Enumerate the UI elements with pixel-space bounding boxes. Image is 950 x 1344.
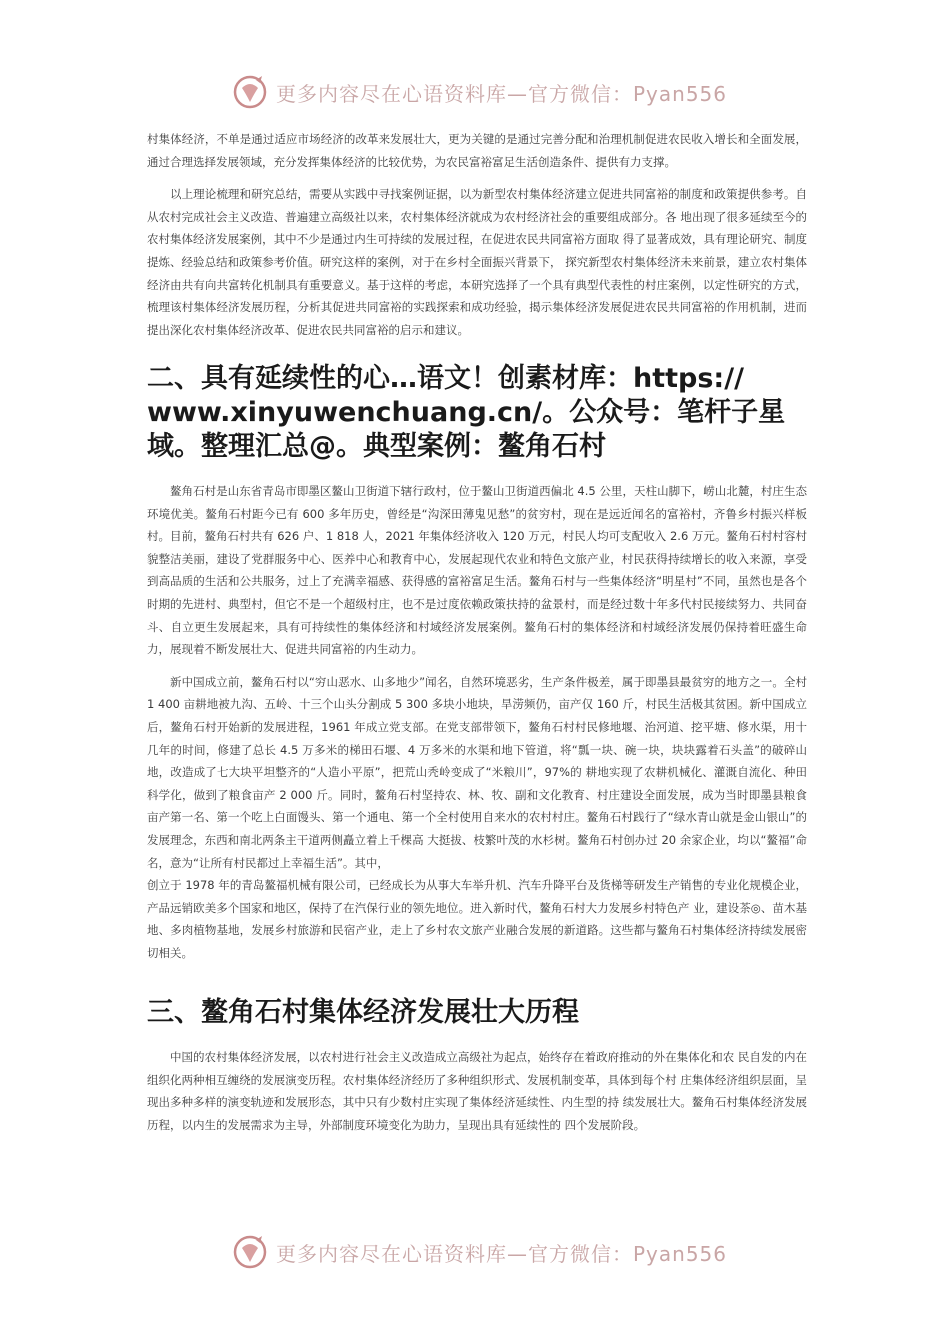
banner-text: 更多内容尽在心语资料库—官方微信：Pyan556	[276, 1241, 728, 1266]
section-2-paragraph-2: 新中国成立前，鳌角石村以“穷山恶水、山多地少”闻名，自然环境恶劣，生产条件极差，属于即墨县最贫穷的地方之一。全村 1 400 亩耕地被九沟、五岭、十三个山头分割成 5 300 多块小地块，旱涝频仍，亩产仅 160 斤，村民生活极其贫困。新中国成立后，鳌角石村开始新的发展进程，1961 年成立党支部。在党支部带领下，鳌角石村村民修地堰、治河道、挖平塘、修水渠，用十几年的时间，修建了总长 4.5 万多米的梯田石堰、4 万多米的水渠和地下管道，将“瓢一块、碗一块，块块露着石头盖”的破碎山地，改造成了七大块平坦整齐的“人造小平原”，把荒山秃岭变成了“米粮川”，97%的 耕地实现了农耕机械化、灌溉自流化、种田科学化，做到了粮食亩产 2 000 斤。同时，鳌角石村坚持农、林、牧、副和文化教育、村庄建设全面发展，成为当时即墨县粮食亩产第一名、第一个吃上白面馒头、第一个通电、第一个全村使用自来水的农村村庄。鳌角石村践行了“绿水青山就是金山银山”的发展理念，东西和南北两条主干道两侧矗立着上千棵高 大挺拔、枝繁叶茂的水杉树。鳌角石村创办过 20 余家企业，均以“鳌福”命名，意为“让所有村民都过上幸福生活”。其中，	[147, 674, 807, 870]
banner-text: 更多内容尽在心语资料库—官方微信：Pyan556	[276, 81, 728, 106]
intro-section	[147, 128, 807, 341]
footer-watermark-banner	[232, 1232, 732, 1272]
section-3	[147, 996, 807, 1136]
intro-paragraph-1: 村集体经济，不单是通过适应市场经济的改革来发展壮大，更为关键的是通过完善分配和治理机制促进农民收入增长和全面发展，通过合理选择发展领域，充分发挥集体经济的比较优势，为农民富裕富足生活创造条件、提供有力支撑。	[147, 132, 807, 169]
section-2-paragraph-3: 创立于 1978 年的青岛鳌福机械有限公司，已经成长为从事大车举升机、汽车升降平台及货梯等研发生产销售的专业化规模企业，产品远销欧美多个国家和地区，保持了在汽保行业的领先地位。进入新时代，鳌角石村大力发展乡村特色产 业，建设茶◎、苗木基地、多肉植物基地，发展乡村旅游和民宿产业，走上了乡村农文旅产业融合发展的新道路。这些都与鳌角石村集体经济持续发展密切相关。	[147, 878, 807, 960]
section-2	[147, 362, 807, 964]
section-2-heading: 二、具有延续性的心…语文！创素材库：https:// www.xinyuwenchuang.cn/。公众号：笔杆子星域。整理汇总@。典型案例：鳌角石村	[147, 363, 786, 462]
section-3-heading: 三、鳌角石村集体经济发展壮大历程	[147, 997, 579, 1028]
logo-icon	[232, 1234, 268, 1270]
section-2-paragraph-1: 鳌角石村是山东省青岛市即墨区鳌山卫街道下辖行政村，位于鳌山卫街道西偏北 4.5 公里，天柱山脚下，崂山北麓，村庄生态环境优美。鳌角石村距今已有 600 多年历史，曾经是“沟深田薄鬼见愁”的贫穷村，现在是远近闻名的富裕村，齐鲁乡村振兴样板村。目前，鳌角石村共有 626 户、1 818 人，2021 年集体经济收入 120 万元，村民人均可支配收入 2.6 万元。鳌角石村村容村貌整洁美丽，建设了党群服务中心、医养中心和教育中心，发展起现代农业和特色文旅产业，村民获得持续增长的收入来源，享受到高品质的生活和公共服务，过上了充满幸福感、获得感的富裕富足生活。鳌角石村与一些集体经济“明星村”不同，虽然也是各个时期的先进村、典型村，但它不是一个超级村庄，也不是过度依赖政策扶持的盆景村，而是经过数十年多代村民接续努力、共同奋斗、自立更生发展起来，具有可持续性的集体经济和村域经济发展案例。鳌角石村的集体经济和村域经济发展仍保持着旺盛生命力，展现着不断发展壮大、促进共同富裕的内生动力。	[147, 484, 807, 657]
logo-icon	[232, 74, 268, 110]
intro-paragraph-2: 以上理论梳理和研究总结，需要从实践中寻找案例证据，以为新型农村集体经济建立促进共同富裕的制度和政策提供参考。自从农村完成社会主义改造、普遍建立高级社以来，农村集体经济就成为农村经济社会的重要组成部分。各 地出现了很多延续至今的农村集体经济发展案例，其中不少是通过内生可持续的发展过程，在促进农民共同富裕方面取 得了显著成效，具有理论研究、制度提炼、经验总结和政策参考价值。研究这样的案例，对于在乡村全面振兴背景下， 探究新型农村集体经济未来前景，建立农村集体经济由共有向共富转化机制具有重要意义。基于这样的考虑，本研究选择了一个具有典型代表性的村庄案例，以定性研究的方式，梳理该村集体经济发展历程，分析其促进共同富裕的实践探索和成功经验，揭示集体经济发展促进农民共同富裕的作用机制，进而提出深化农村集体经济改革、促进农民共同富裕的启示和建议。	[147, 187, 807, 337]
header-watermark-banner	[232, 72, 732, 112]
section-3-paragraph-1: 中国的农村集体经济发展，以农村进行社会主义改造成立高级社为起点，始终存在着政府推动的外在集体化和农 民自发的内在组织化两种相互缠绕的发展演变历程。农村集体经济经历了多种组织形式、发展机制变革，具体到每个村 庄集体经济组织层面，呈现出多种多样的演变轨迹和发展形态，其中只有少数村庄实现了集体经济延续性、内生型的持 续发展壮大。鳌角石村集体经济发展历程，以内生的发展需求为主导，外部制度环境变化为助力，呈现出具有延续性的 四个发展阶段。	[147, 1050, 807, 1132]
